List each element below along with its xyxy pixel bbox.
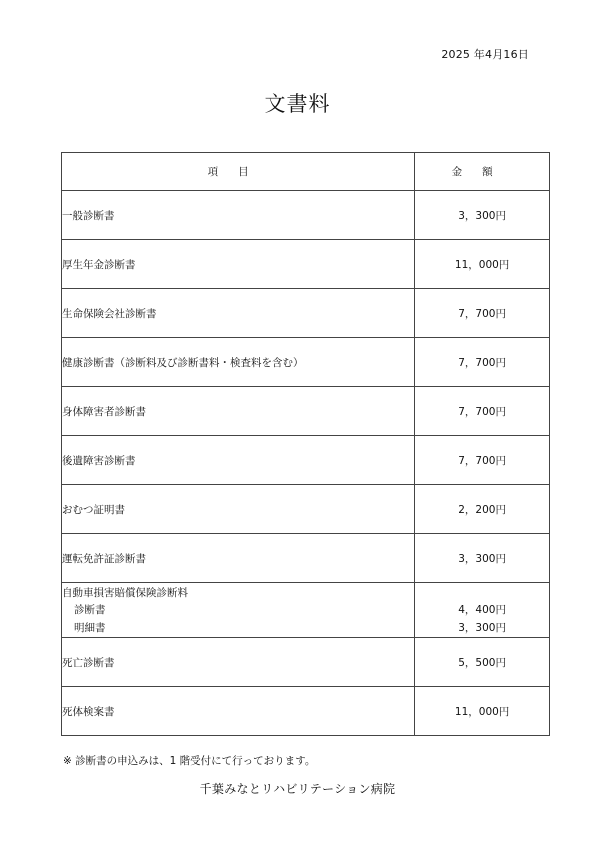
- table-row-auto-insurance: [62, 583, 550, 638]
- row-item: 身体障害者診断書: [62, 387, 415, 436]
- row-item-auto-insurance: [62, 583, 415, 638]
- row-amount: 11，000円: [415, 687, 550, 736]
- table-row: [62, 191, 550, 240]
- fee-table: [61, 152, 550, 736]
- table-header-row: [62, 153, 550, 191]
- column-header-item: 項目: [62, 153, 415, 191]
- row-item: 死体検案書: [62, 687, 415, 736]
- row-amount: 7，700円: [415, 436, 550, 485]
- auto-insurance-diagnosis-amount: 4，400円: [458, 604, 506, 616]
- auto-insurance-sub-diagnosis: 診断書: [74, 604, 106, 616]
- row-amount: 3，300円: [415, 534, 550, 583]
- auto-insurance-sub-statement: 明細書: [74, 622, 106, 634]
- row-item: 一般診断書: [62, 191, 415, 240]
- row-amount: 3，300円: [415, 191, 550, 240]
- row-amount: 11，000円: [415, 240, 550, 289]
- table-row: [62, 240, 550, 289]
- row-item: 運転免許証診断書: [62, 534, 415, 583]
- table-row: [62, 534, 550, 583]
- table-row: [62, 387, 550, 436]
- row-amount: 5，500円: [415, 638, 550, 687]
- row-item: 生命保険会社診断書: [62, 289, 415, 338]
- row-item: 健康診断書（診断料及び診断書料・検査料を含む）: [62, 338, 415, 387]
- table-row: [62, 338, 550, 387]
- footnote: ※ 診断書の申込みは、1 階受付にて行っております。: [63, 755, 316, 767]
- page-title: 文書料: [264, 92, 331, 116]
- column-header-amount: 金額: [415, 153, 550, 191]
- auto-insurance-statement-amount: 3，300円: [458, 622, 506, 634]
- row-amount: 7，700円: [415, 387, 550, 436]
- table-row: [62, 436, 550, 485]
- row-item: 死亡診断書: [62, 638, 415, 687]
- auto-insurance-title: 自動車損害賠償保険診断料: [62, 587, 188, 599]
- row-amount: 7，700円: [415, 338, 550, 387]
- hospital-name: 千葉みなとリハビリテーション病院: [199, 782, 396, 796]
- row-item: おむつ証明書: [62, 485, 415, 534]
- row-item: 厚生年金診断書: [62, 240, 415, 289]
- row-amount: 2，200円: [415, 485, 550, 534]
- row-amount-auto-insurance: [415, 583, 550, 638]
- table-row: [62, 485, 550, 534]
- row-amount: 7，700円: [415, 289, 550, 338]
- row-item: 後遺障害診断書: [62, 436, 415, 485]
- document-date: 2025 年4月16日: [441, 48, 529, 61]
- table-row: [62, 638, 550, 687]
- table-row: [62, 687, 550, 736]
- table-row: [62, 289, 550, 338]
